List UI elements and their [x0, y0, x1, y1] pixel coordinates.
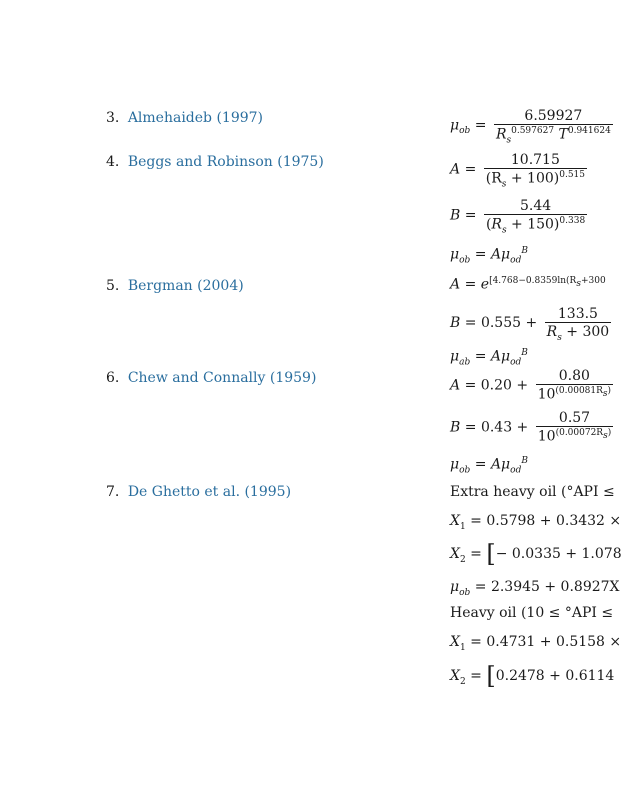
equation-chew-A: A = 0.20 + $\frac{0.80}{10^{(0.00081R_s)}}$: [450, 368, 612, 403]
equation-body: 0.5798 + 0.3432 ×: [486, 513, 622, 529]
reference-link[interactable]: Bergman (2004): [127, 278, 244, 294]
reference-number: 5.: [106, 278, 120, 294]
fraction-numerator: 5.44: [519, 198, 552, 214]
reference-link[interactable]: Beggs and Robinson (1975): [127, 154, 324, 170]
exponent: (0.00072R: [555, 428, 604, 438]
equation-bergman-A: $A = e^{[4.768-0.8359ln(R_s+300}$: [450, 276, 606, 293]
reference-link[interactable]: Almehaideb (1997): [127, 110, 264, 126]
denominator-tail: + 150): [506, 216, 560, 233]
equation-body: 2.3945 + 0.8927X: [490, 579, 620, 595]
fraction-numerator: 10.715: [510, 152, 560, 168]
exponent-tail: +300: [580, 276, 606, 286]
equation-chew-B: B = 0.43 + $\frac{0.57}{10^{(0.00072R_s)}}$: [450, 410, 612, 445]
reference-6: [106, 370, 316, 386]
reference-link[interactable]: De Ghetto et al. (1995): [127, 484, 292, 500]
equation-deghetto-mu-extra: $\mu_{ob} = 2.3945 + 0.8927X$: [450, 579, 620, 598]
reference-4: [106, 154, 324, 170]
fraction-numerator: 6.59927: [524, 108, 583, 124]
exponent: [4.768−0.8359ln(R: [489, 276, 577, 286]
denominator-base: (R: [485, 170, 502, 187]
reference-number: 3.: [106, 110, 120, 126]
equation-constant: 0.20 +: [480, 377, 529, 394]
equation-deghetto-X1-extra: $X_1 = 0.5798 + 0.3432$ ×: [450, 513, 622, 532]
equation-deghetto-X2-extra: $X_2$ = [− 0.0335 + 1.078: [450, 540, 622, 568]
equation-deghetto-X1-heavy: $X_1 = 0.4731 + 0.5158$ ×: [450, 634, 622, 653]
equation-bergman-mu: $\mu_{ab} = A\mu_{od}^B$: [450, 348, 528, 368]
equation-body: − 0.0335 + 1.078: [495, 546, 622, 562]
reference-link[interactable]: Chew and Connally (1959): [127, 370, 317, 386]
deghetto-heading-extra-heavy: Extra heavy oil (°API ≤: [450, 484, 615, 500]
exponent: 0.338: [559, 216, 586, 226]
exponent: 0.515: [559, 170, 585, 180]
equation-constant: 0.43 +: [480, 419, 529, 436]
reference-3: [106, 110, 263, 126]
denominator-tail: + 300: [561, 324, 610, 340]
equation-beggs-A: A = $\frac{10.715}{(R_s + 100)^{0.515}}$: [450, 152, 585, 190]
equation-constant: 0.555 +: [480, 315, 538, 331]
equation-bergman-B: B = 0.555 + $\frac{133.5}{R_s + 300}$: [450, 306, 610, 343]
reference-number: 7.: [106, 484, 120, 500]
denominator-tail: + 100): [506, 170, 560, 187]
deghetto-heading-heavy: Heavy oil (10 ≤ °API ≤: [450, 605, 614, 621]
exponent: (0.00081R: [555, 386, 603, 396]
equation-deghetto-X2-heavy: $X_2 = [0.2478 + 0.6114$: [450, 662, 615, 690]
reference-number: 6.: [106, 370, 120, 386]
reference-5: [106, 278, 244, 294]
equation-body: 0.4731 + 0.5158 ×: [486, 634, 622, 650]
fraction-numerator: 133.5: [557, 306, 598, 322]
fraction-numerator: 0.57: [558, 410, 591, 426]
equation-body: 0.2478 + 0.6114: [495, 668, 615, 684]
equation-beggs-B: B = $\frac{5.44}{(R_s + 150)^{0.338}}$: [450, 198, 586, 236]
reference-7: [106, 484, 291, 500]
reference-number: 4.: [106, 154, 120, 170]
equation-beggs-mu: $\mu_{ob} = A\mu_{od}^B$: [450, 246, 528, 266]
equation-almehaideb: $\mu_{ob}$ = $\frac{6.59927}{R_s^{0.597627} T^{0.941624}}$: [450, 108, 611, 146]
fraction-numerator: 0.80: [558, 368, 590, 384]
equation-chew-mu: $\mu_{ob} = A\mu_{od}^B$: [450, 456, 528, 476]
